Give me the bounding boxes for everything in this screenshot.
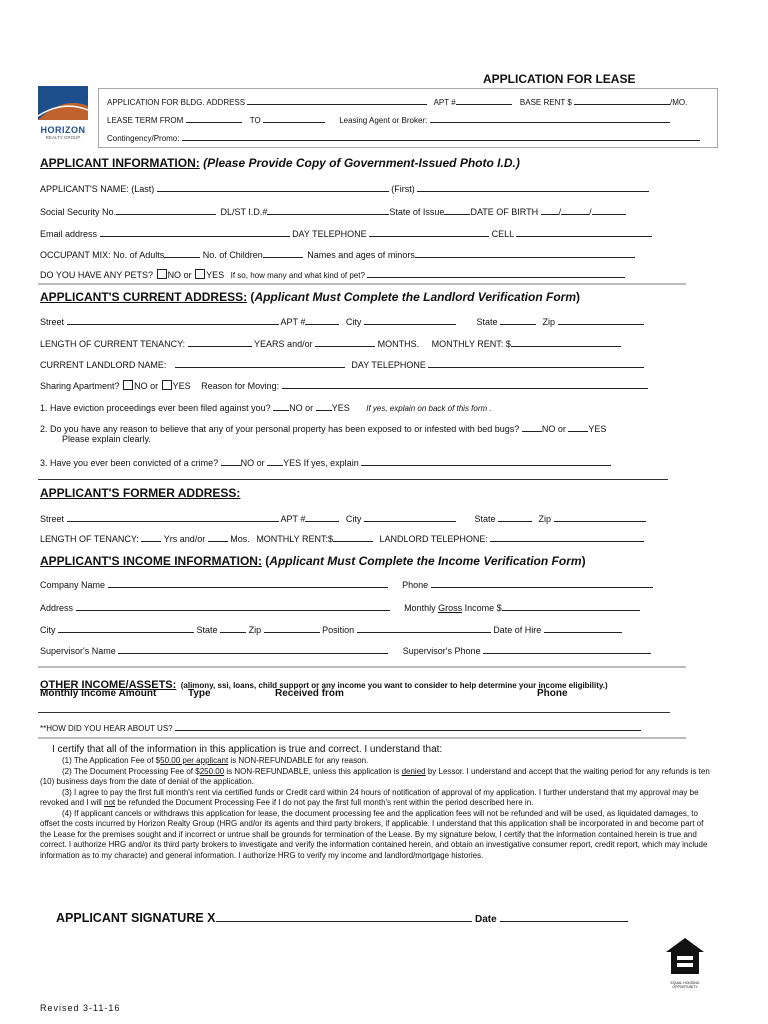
header-row-1 [107, 95, 687, 107]
children-field[interactable] [263, 248, 303, 258]
current-city-field[interactable] [364, 315, 456, 325]
applicant-heading: APPLICANT INFORMATION: (Please Provide Copy of Government-Issued Photo I.D.) [40, 156, 520, 170]
lease-to-field[interactable] [263, 113, 325, 123]
other-income-col-type: Type [188, 688, 211, 699]
gross-income-field[interactable] [502, 601, 640, 611]
ssn-row: Social Security No. DL/ST I.D.# State of Issue DATE OF BIRTH / / [40, 205, 626, 217]
company-address-field[interactable] [76, 601, 390, 611]
term-3: (3) I agree to pay the first full month's rent via certified funds or Credit card within 24 hours of notification of approval of my application. I further understand that my approval may be revoked and I will not be refunded the Document Processing Fee if I do not pay the first full month's rent within the period described here in. [40, 787, 699, 807]
occupant-row: OCCUPANT MIX: No. of Adults No. of Children Names and ages of minors [40, 248, 635, 260]
agent-label: Leasing Agent or Broker: [339, 116, 428, 125]
term-4: (4) If applicant cancels or withdraws this application for lease, the document processing fee and the application fees will not be refunded and will be used, as liquidated damages, to offset the costs incurred by Horizon Realty Group (HRG and/or its agents and third party brokers, if applicable. I understand that this application shall be incorporated in and become part of the Lease for the premises sought and if incorrect or untrue shall be grounds for termination of the Lease. By my signature below, I certify that the information contained herein is true and correct. I authorize HRG and/or its third party brokers to investigate and verify the information contained herein, and obtain an investigative consumer report, credit report, which may include information as to my characte) and general information. I authorize HRG to verify my income and landlord/mortgage histories. [40, 808, 708, 860]
current-state-field[interactable] [500, 315, 536, 325]
first-name-field[interactable] [417, 182, 649, 192]
email-row: Email address DAY TELEPHONE CELL [40, 227, 652, 239]
company-name-field[interactable] [108, 578, 388, 588]
crime-yes-field[interactable] [267, 456, 283, 466]
base-rent-field[interactable] [574, 95, 670, 105]
header-row-3 [107, 131, 700, 143]
pets-no-checkbox[interactable] [157, 269, 167, 279]
other-income-col-phone: Phone [537, 688, 568, 699]
logo-subtext: REALTY GROUP [45, 135, 81, 140]
section-divider [38, 666, 686, 668]
apt-label: APT # [433, 98, 456, 107]
former-years-field[interactable] [141, 532, 161, 542]
signature-field[interactable] [216, 910, 472, 922]
logo-text: HORIZON [40, 125, 86, 135]
other-income-col-amount: Monthly Income Amount [40, 688, 157, 699]
income-address-row: Address Monthly Gross Income $ [40, 601, 640, 613]
agent-field[interactable] [430, 113, 670, 123]
equal-housing-logo [664, 936, 706, 989]
sharing-no-checkbox[interactable] [123, 380, 133, 390]
landlord-name-field[interactable] [175, 358, 345, 368]
ssn-field[interactable] [116, 205, 216, 215]
dob-month-field[interactable] [541, 205, 559, 215]
former-address-heading: APPLICANT'S FORMER ADDRESS: [40, 486, 241, 500]
other-income-line[interactable] [38, 712, 670, 713]
former-apt-field[interactable] [305, 512, 339, 522]
dl-field[interactable] [267, 205, 389, 215]
bedbug-no-field[interactable] [522, 422, 542, 432]
former-rent-field[interactable] [333, 532, 373, 542]
current-street-row: Street APT # City State Zip [40, 315, 644, 327]
position-field[interactable] [357, 623, 491, 633]
current-street-field[interactable] [67, 315, 279, 325]
pets-row: DO YOU HAVE ANY PETS? NO or YES If so, how many and what kind of pet? [40, 268, 625, 280]
supervisor-name-field[interactable] [118, 644, 388, 654]
eviction-no-field[interactable] [273, 401, 289, 411]
hire-date-field[interactable] [544, 623, 622, 633]
lease-from-field[interactable] [186, 113, 242, 123]
form-title: APPLICATION FOR LEASE [483, 72, 636, 86]
pets-yes-checkbox[interactable] [195, 269, 205, 279]
signature-date-field[interactable] [500, 910, 628, 922]
bedbug-yes-field[interactable] [568, 422, 588, 432]
other-income-col-from: Received from [275, 688, 344, 699]
current-zip-field[interactable] [558, 315, 644, 325]
bldg-address-field[interactable] [247, 95, 427, 105]
per-month-label: /MO. [670, 98, 688, 107]
explain-line[interactable] [38, 479, 668, 480]
dob-year-field[interactable] [592, 205, 626, 215]
current-address-heading: APPLICANT'S CURRENT ADDRESS: (Applicant Must Complete the Landlord Verification Form) [40, 290, 581, 304]
equal-housing-text: EQUAL HOUSING OPPORTUNITY [670, 981, 700, 989]
company-zip-field[interactable] [264, 623, 320, 633]
promo-field[interactable] [182, 131, 700, 141]
landlord-day-tel-field[interactable] [428, 358, 644, 368]
promo-label: Contingency/Promo: [107, 134, 180, 143]
supervisor-row: Supervisor's Name Supervisor's Phone [40, 644, 651, 656]
legal-terms [40, 743, 716, 861]
company-phone-field[interactable] [431, 578, 653, 588]
last-name-field[interactable] [157, 182, 389, 192]
crime-explain-field[interactable] [361, 456, 611, 466]
section-divider [38, 737, 686, 739]
current-tenancy-row: LENGTH OF CURRENT TENANCY: YEARS and/or MONTHS. MONTHLY RENT: $ [40, 337, 621, 349]
horizon-logo-mark [38, 86, 88, 120]
company-logo [38, 86, 88, 144]
reason-moving-field[interactable] [282, 379, 648, 389]
eviction-yes-field[interactable] [316, 401, 332, 411]
minors-field[interactable] [415, 248, 635, 258]
former-months-field[interactable] [208, 532, 228, 542]
hear-about-field[interactable] [175, 721, 641, 731]
company-city-field[interactable] [58, 623, 194, 633]
applicant-name-row: APPLICANT'S NAME: (Last) (First) [40, 182, 649, 194]
house-icon [664, 936, 706, 976]
revision-date: Revised 3-11-16 [40, 1003, 121, 1013]
header-row-2 [107, 113, 670, 125]
company-state-field[interactable] [220, 623, 246, 633]
bldg-address-label: APPLICATION FOR BLDG. ADDRESS [107, 98, 246, 107]
former-state-field[interactable] [498, 512, 532, 522]
sharing-row: Sharing Apartment? NO or YES Reason for Moving: [40, 379, 648, 391]
eviction-question: 1. Have eviction proceedings ever been filed against you? NO or YES If yes, explain on back of this form . [40, 403, 492, 413]
sharing-yes-checkbox[interactable] [162, 380, 172, 390]
company-row: Company Name Phone [40, 578, 653, 590]
state-issue-field[interactable] [444, 205, 470, 215]
adults-field[interactable] [164, 248, 200, 258]
current-rent-field[interactable] [511, 337, 621, 347]
lease-term-label: LEASE TERM FROM [107, 116, 184, 125]
former-zip-field[interactable] [554, 512, 646, 522]
dob-day-field[interactable] [561, 205, 589, 215]
current-apt-field[interactable] [305, 315, 339, 325]
tenancy-years-field[interactable] [188, 337, 252, 347]
bedbug-explain: Please explain clearly. [62, 434, 151, 444]
lease-to-label: TO [249, 116, 261, 125]
income-heading: APPLICANT'S INCOME INFORMATION: (Applicant Must Complete the Income Verification Form) [40, 554, 586, 568]
term-2: (2) The Document Processing Fee of $250.00 is NON-REFUNDABLE, unless this application is denied by Lessor. I understand and accept that the waiting period for any refunds is ten (10) business days from the date of denial of the application. [40, 766, 710, 786]
signature-row: APPLICANT SIGNATURE X Date [56, 910, 628, 925]
base-rent-label: BASE RENT $ [519, 98, 572, 107]
crime-no-field[interactable] [221, 456, 241, 466]
crime-question: 3. Have you ever been convicted of a crime? NO or YES If yes, explain [40, 456, 611, 468]
supervisor-phone-field[interactable] [483, 644, 651, 654]
former-landlord-tel-field[interactable] [490, 532, 644, 542]
tenancy-months-field[interactable] [315, 337, 375, 347]
former-street-row: Street APT # City State Zip [40, 512, 646, 524]
certify-statement: I certify that all of the information in this application is true and correct. I understand that: [52, 744, 443, 755]
cell-field[interactable] [516, 227, 652, 237]
term-1: (1) The Application Fee of $50.00 per applicant is NON-REFUNDABLE for any reason. [62, 756, 369, 765]
former-street-field[interactable] [67, 512, 279, 522]
pets-detail-field[interactable] [367, 268, 625, 278]
section-divider [38, 283, 686, 285]
day-telephone-field[interactable] [369, 227, 489, 237]
apt-field[interactable] [456, 95, 512, 105]
income-city-row: City State Zip Position Date of Hire [40, 623, 622, 635]
other-income-heading: OTHER INCOME/ASSETS: (alimony, ssi, loans, child support or any income you want to consider to help determine your income eligibility.) [40, 679, 608, 691]
hear-about-row: **HOW DID YOU HEAR ABOUT US? [40, 721, 641, 733]
former-tenancy-row: LENGTH OF TENANCY: Yrs and/or Mos. MONTHLY RENT:$ LANDLORD TELEPHONE: [40, 532, 644, 544]
current-landlord-row: CURRENT LANDLORD NAME: DAY TELEPHONE [40, 358, 644, 370]
email-field[interactable] [100, 227, 290, 237]
bedbug-question: 2. Do you have any reason to believe that any of your personal property has been exposed to or infested with bed bugs? NO or YES [40, 424, 607, 434]
former-city-field[interactable] [364, 512, 456, 522]
